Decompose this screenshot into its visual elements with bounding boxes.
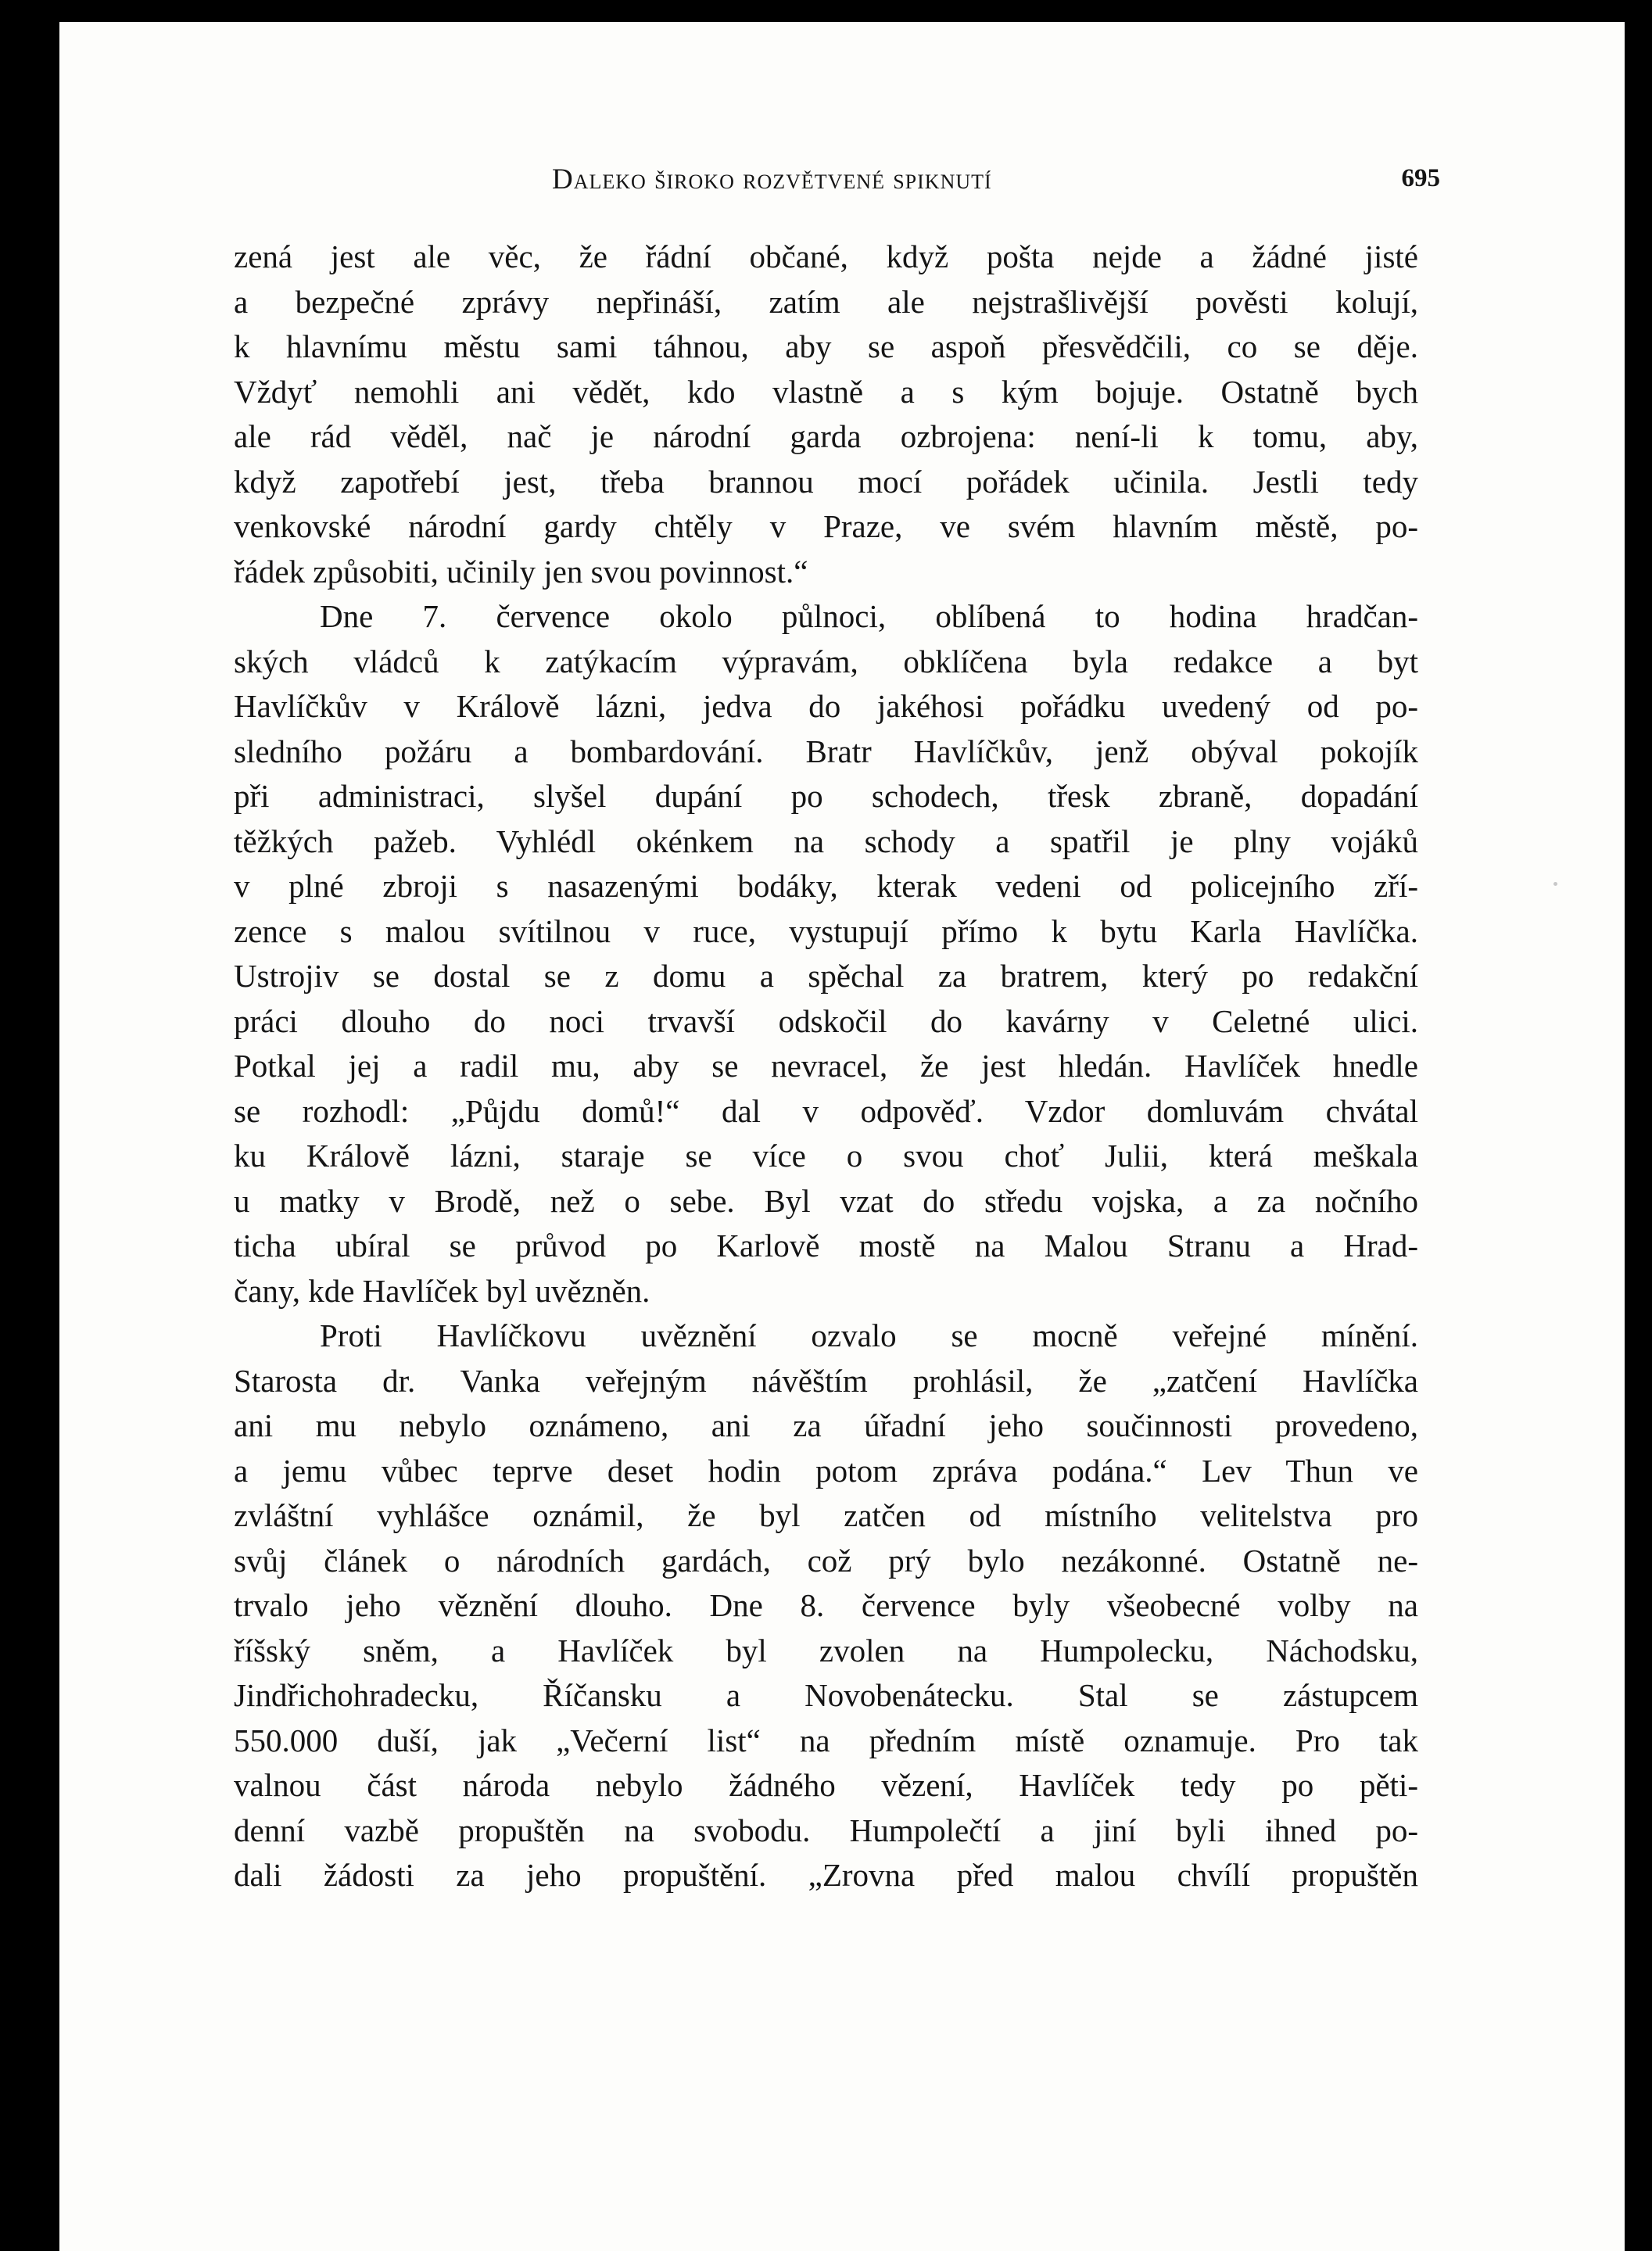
text-line: Starosta dr. Vanka veřejným návěštím prohlásil, že „zatčení Havlíčka bbox=[234, 1362, 1418, 1399]
body-text bbox=[234, 235, 1418, 1898]
running-title: Daleko široko rozvětvené spiknutí bbox=[552, 163, 992, 195]
text-line: zvláštní vyhlášce oznámil, že byl zatčen od místního velitelstva pro bbox=[234, 1497, 1418, 1533]
paragraph-start-line: Dne 7. července okolo půlnoci, oblíbená to hodina hradčan- bbox=[320, 598, 1418, 634]
text-line: 550.000 duší, jak „Večerní list“ na předním místě oznamuje. Pro tak bbox=[234, 1722, 1418, 1758]
text-line: venkovské národní gardy chtěly v Praze, ve svém hlavním městě, po- bbox=[234, 508, 1418, 544]
paragraph-start-line: Proti Havlíčkovu uvěznění ozvalo se mocně veřejné mínění. bbox=[320, 1317, 1418, 1353]
text-line: ku Králově lázni, staraje se více o svou choť Julii, která meškala bbox=[234, 1138, 1418, 1174]
text-line: a jemu vůbec teprve deset hodin potom zpráva podána.“ Lev Thun ve bbox=[234, 1452, 1418, 1489]
text-line: k hlavnímu městu sami táhnou, aby se aspoň přesvědčili, co se děje. bbox=[234, 328, 1418, 364]
text-line: Ustrojiv se dostal se z domu a spěchal za bratrem, který po redakční bbox=[234, 958, 1418, 994]
book-page bbox=[59, 22, 1625, 2251]
text-line: těžkých pažeb. Vyhlédl okénkem na schody a spatřil je plny vojáků bbox=[234, 823, 1418, 859]
text-line: sledního požáru a bombardování. Bratr Havlíčkův, jenž obýval pokojík bbox=[234, 733, 1418, 769]
text-line: dali žádosti za jeho propuštění. „Zrovna před malou chvílí propuštěn bbox=[234, 1857, 1418, 1893]
text-line: svůj článek o národních gardách, což prý bylo nezákonné. Ostatně ne- bbox=[234, 1542, 1418, 1579]
text-line: se rozhodl: „Půjdu domů!“ dal v odpověď. Vzdor domluvám chvátal bbox=[234, 1092, 1418, 1129]
text-line: v plné zbroji s nasazenými bodáky, kterak vedeni od policejního zří- bbox=[234, 868, 1418, 904]
paper-speck bbox=[1553, 882, 1557, 886]
running-head bbox=[267, 163, 1440, 210]
text-line: řádek způsobiti, učinily jen svou povinnost.“ bbox=[234, 553, 808, 590]
text-line: Havlíčkův v Králově lázni, jedva do jakéhosi pořádku uvedený od po- bbox=[234, 688, 1418, 724]
text-line: u matky v Brodě, než o sebe. Byl vzat do středu vojska, a za nočního bbox=[234, 1182, 1418, 1219]
text-line: čany, kde Havlíček byl uvězněn. bbox=[234, 1272, 650, 1309]
text-line: ani mu nebylo oznámeno, ani za úřadní jeho součinnosti provedeno, bbox=[234, 1407, 1418, 1443]
text-line: říšský sněm, a Havlíček byl zvolen na Humpolecku, Náchodsku, bbox=[234, 1632, 1418, 1669]
text-line: zence s malou svítilnou v ruce, vystupují přímo k bytu Karla Havlíčka. bbox=[234, 912, 1418, 949]
text-line: a bezpečné zprávy nepřináší, zatím ale nejstrašlivější pověsti kolují, bbox=[234, 283, 1418, 320]
text-line: když zapotřebí jest, třeba brannou mocí pořádek učinila. Jestli tedy bbox=[234, 463, 1418, 500]
text-line: denní vazbě propuštěn na svobodu. Humpolečtí a jiní byli ihned po- bbox=[234, 1812, 1418, 1848]
text-line: Vždyť nemohli ani vědět, kdo vlastně a s kým bojuje. Ostatně bych bbox=[234, 373, 1418, 410]
text-line: trvalo jeho věznění dlouho. Dne 8. července byly všeobecné volby na bbox=[234, 1587, 1418, 1623]
text-line: valnou část národa nebylo žádného vězení, Havlíček tedy po pěti- bbox=[234, 1767, 1418, 1803]
page-number: 695 bbox=[1401, 164, 1440, 192]
text-line: zená jest ale věc, že řádní občané, když pošta nejde a žádné jisté bbox=[234, 238, 1418, 274]
text-line: Potkal jej a radil mu, aby se nevracel, že jest hledán. Havlíček hnedle bbox=[234, 1048, 1418, 1084]
text-line: ských vládců k zatýkacím výpravám, obklíčena byla redakce a byt bbox=[234, 643, 1418, 679]
text-line: ale rád věděl, nač je národní garda ozbrojena: není-li k tomu, aby, bbox=[234, 418, 1418, 454]
text-line: při administraci, slyšel dupání po schodech, třesk zbraně, dopadání bbox=[234, 778, 1418, 814]
text-line: práci dlouho do noci trvavší odskočil do kavárny v Celetné ulici. bbox=[234, 1002, 1418, 1039]
text-line: Jindřichohradecku, Říčansku a Novobenátecku. Stal se zástupcem bbox=[234, 1677, 1418, 1713]
text-line: ticha ubíral se průvod po Karlově mostě na Malou Stranu a Hrad- bbox=[234, 1228, 1418, 1263]
